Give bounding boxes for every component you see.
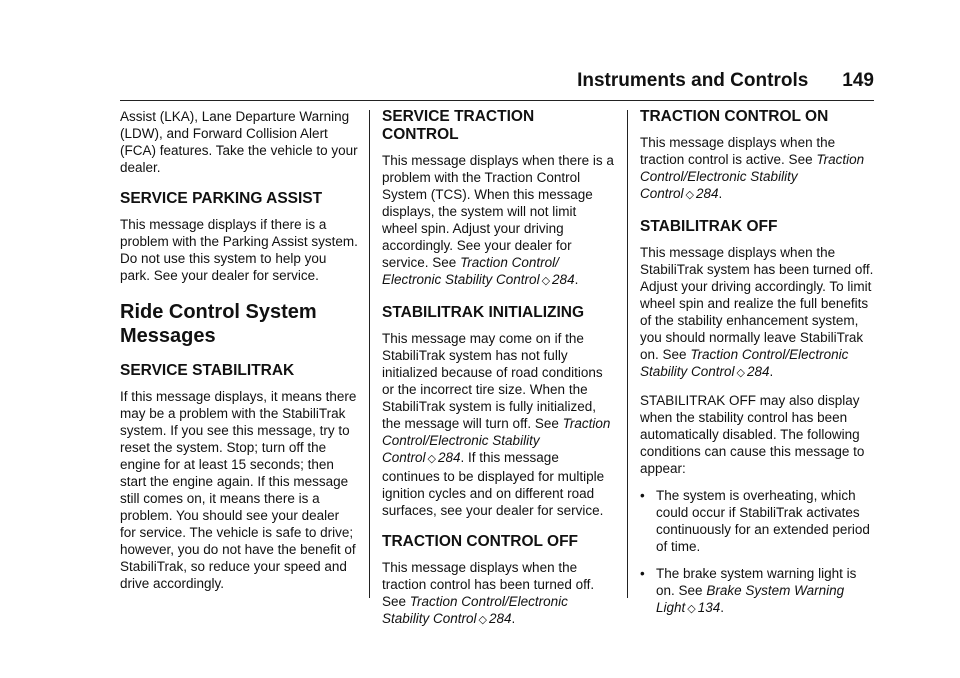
initializing-text: This message may come on if the StabiliTrak system has not fully initialized because of road conditions or the incorrect tire size. When the StabiliTrak system is fully initialized, the message will turn off. See: [382, 331, 603, 431]
heading-service-parking-assist: SERVICE PARKING ASSIST: [120, 190, 323, 207]
column-divider-1: [369, 110, 370, 598]
stabilitrak-off-also-paragraph: STABILITRAK OFF may also display when the stability control has been automatically disabled. The following conditions can cause this message to appear:: [640, 393, 865, 476]
traction-control-link[interactable]: Traction Control/Electronic Stability Control: [382, 416, 611, 465]
section-title: Instruments and Controls: [577, 70, 809, 91]
column-2: [382, 108, 614, 639]
stabilitrak-initializing-paragraph: [382, 330, 614, 519]
heading-traction-control-on: TRACTION CONTROL ON: [640, 108, 829, 125]
brake-warning-link[interactable]: Brake System Warning Light: [656, 583, 845, 615]
heading-traction-control-off: TRACTION CONTROL OFF: [382, 533, 579, 550]
heading-stabilitrak-initializing: STABILITRAK INITIALIZING: [382, 304, 585, 321]
traction-off-text: This message displays when the traction control has been turned off. See: [382, 560, 595, 609]
page-ref-number[interactable]: 284: [747, 364, 770, 379]
traction-control-link[interactable]: Traction Control/ Electronic Stability Control: [382, 255, 559, 287]
page-ref-number[interactable]: 284: [438, 450, 461, 465]
bullet-text: The system is overheating, which could occur if StabiliTrak activates continuously for an extended period of time.: [656, 488, 870, 554]
service-stabilitrak-paragraph: If this message displays, it means there may be a problem with the StabiliTrak system. If you see this message, try to reset the system. Stop; turn off the engine for at least 15 seconds; then start the engine again. If this message still comes on, it means there is a problem. You should see your dealer for service. The vehicle is safe to drive; however, you do not have the benefit of StabiliTrak, so reduce your speed and drive accordingly.: [120, 389, 357, 591]
page-ref-number[interactable]: 284: [489, 611, 512, 626]
service-traction-paragraph: This message displays when there is a problem with the Traction Control System (TCS). When this message displays, the system will not limit wheel spin. Adjust your driving accordingly. See your dealer for service. See Traction Control/ Electronic Stability Control ◇ 284.: [382, 153, 614, 287]
heading-service-stabilitrak: SERVICE STABILITRAK: [120, 362, 295, 379]
traction-on-text: This message displays when the traction control is active. See: [640, 135, 836, 167]
traction-control-link[interactable]: Traction Control/Electronic Stability Control: [382, 594, 568, 626]
page-ref-icon: ◇: [687, 603, 696, 615]
initializing-text-tail: . If this message continues to be displayed for multiple ignition cycles and on different road surfaces, see your dealer for service.: [382, 450, 605, 518]
service-traction-text: This message displays when there is a problem with the Traction Control System (TCS). When this message displays, the system will not limit wheel spin. Adjust your driving accordingly. See your dealer for service. See: [382, 153, 614, 270]
header-divider: [120, 100, 874, 101]
page-ref-icon: ◇: [685, 189, 694, 201]
stabilitrak-off-text: This message displays when the StabiliTrak system has been turned off. Adjust your driving accordingly. To limit wheel spin and realize the full benefits of the stability enhancement system, you should normally leave StabiliTrak on. See: [640, 245, 874, 362]
traction-control-on-paragraph: This message displays when the traction control is active. See Traction Control/Electronic Stability Control ◇ 284.: [640, 135, 865, 201]
page-ref-icon: ◇: [478, 614, 488, 626]
page-ref-icon: ◇: [736, 367, 746, 379]
heading-ride-control-messages: Ride Control System Messages: [120, 301, 317, 347]
page-ref-number[interactable]: 284: [696, 186, 719, 201]
page-ref-icon: ◇: [541, 275, 551, 287]
traction-control-link[interactable]: Traction Control/Electronic Stability Control: [640, 347, 849, 379]
conditions-list: [640, 487, 874, 618]
column-divider-2: [627, 110, 628, 598]
column-3: [640, 108, 874, 628]
intro-paragraph: Assist (LKA), Lane Departure Warning (LDW), and Forward Collision Alert (FCA) features. Take the vehicle to your dealer.: [120, 109, 358, 175]
stabilitrak-off-paragraph: This message displays when the StabiliTrak system has been turned off. Adjust your driving accordingly. To limit wheel spin and realize the full benefits of the stability enhancement system, you should normally leave StabiliTrak on. See Traction Control/Electronic Stability Control ◇ 284.: [640, 245, 874, 379]
page-header: [577, 70, 874, 92]
list-item: [640, 487, 874, 555]
parking-assist-paragraph: This message displays if there is a problem with the Parking Assist system. Do not use this system to help you park. See your dealer for service.: [120, 217, 358, 283]
traction-control-link[interactable]: Traction Control/Electronic Stability Control: [640, 152, 865, 201]
page-number: 149: [842, 70, 874, 91]
heading-stabilitrak-off: STABILITRAK OFF: [640, 218, 778, 235]
heading-service-traction-control: SERVICE TRACTION CONTROL: [382, 108, 535, 143]
bullet-text: The brake system warning light is on. See: [656, 566, 857, 598]
page-ref-number[interactable]: 134: [697, 600, 721, 615]
traction-control-off-paragraph: This message displays when the traction control has been turned off. See Traction Control/Electronic Stability Control ◇ 284.: [382, 560, 595, 626]
column-1: [120, 108, 358, 602]
bullet-icon: •: [640, 488, 645, 503]
page-ref-number[interactable]: 284: [552, 272, 575, 287]
bullet-icon: •: [640, 566, 645, 581]
list-item: • The brake system warning light is on. See Brake System Warning Light ◇ 134.: [640, 566, 857, 615]
page-ref-icon: ◇: [427, 453, 436, 465]
